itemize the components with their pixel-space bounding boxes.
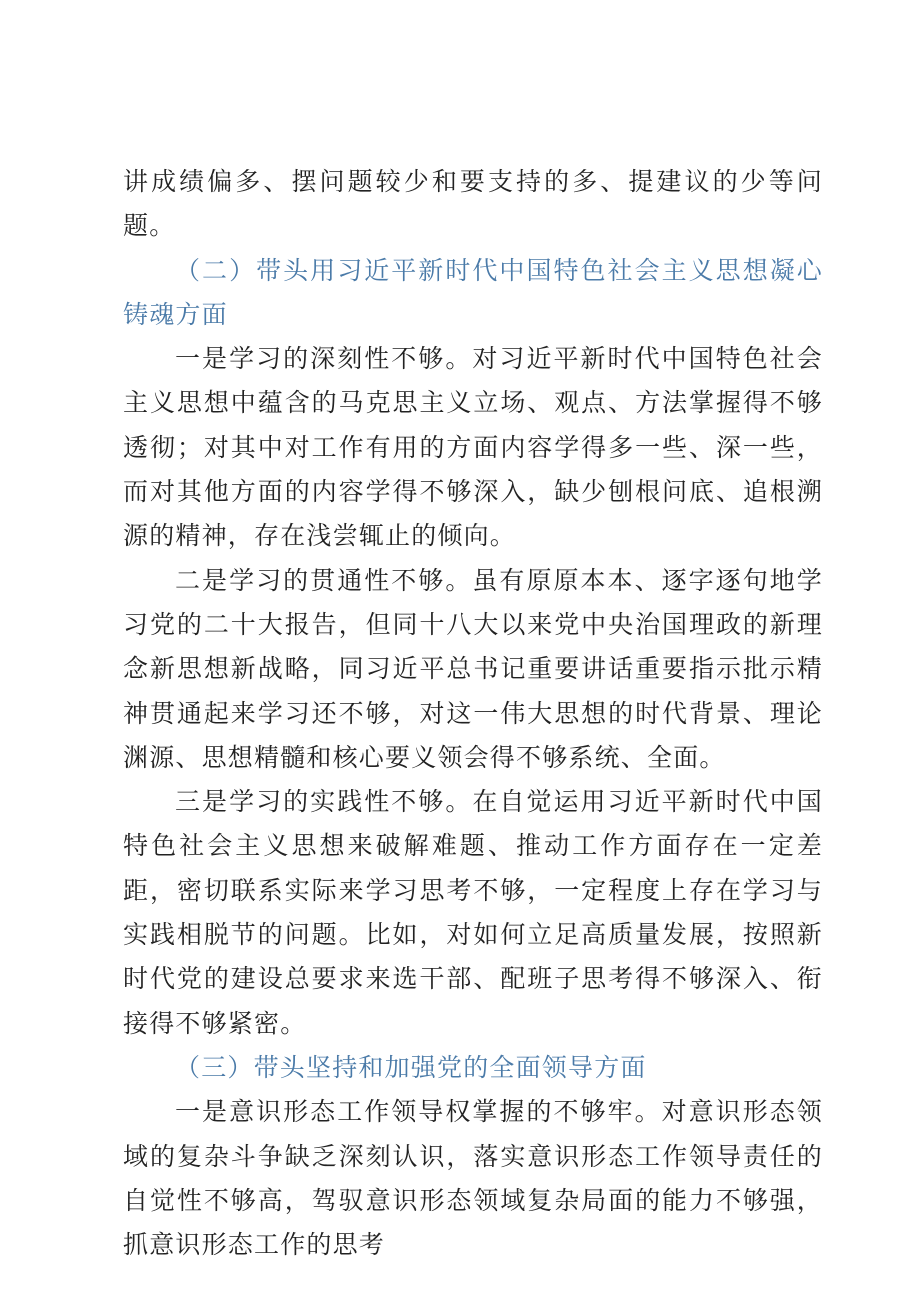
paragraph-continuation: 讲成绩偏多、摆问题较少和要支持的多、提建议的少等问题。: [123, 167, 823, 241]
document-body: [123, 160, 823, 1267]
paragraph-study-depth: 一是学习的深刻性不够。对习近平新时代中国特色社会主义思想中蕴含的马克思主义立场、观点、方法掌握得不够透彻；对其中对工作有用的方面内容学得多一些、深一些，而对其他方面的内容学得不够深入，缺少刨根问底、追根溯源的精神，存在浅尝辄止的倾向。: [123, 344, 823, 551]
section-heading-3: （三）带头坚持和加强党的全面领导方面: [175, 1052, 647, 1082]
paragraph-study-coherence: 二是学习的贯通性不够。虽有原原本本、逐字逐句地学习党的二十大报告，但同十八大以来党中央治国理政的新理念新思想新战略，同习近平总书记重要讲话重要指示批示精神贯通起来学习还不够，对这一伟大思想的时代背景、理论渊源、思想精髓和核心要义领会得不够系统、全面。: [123, 565, 823, 772]
section-heading-2: （二）带头用习近平新时代中国特色社会主义思想凝心铸魂方面: [123, 255, 823, 329]
paragraph-ideology-leadership: 一是意识形态工作领导权掌握的不够牢。对意识形态领域的复杂斗争缺乏深刻认识，落实意识形态工作领导责任的自觉性不够高，驾驭意识形态领域复杂局面的能力不够强，抓意识形态工作的思考: [123, 1097, 823, 1260]
paragraph-study-practice: 三是学习的实践性不够。在自觉运用习近平新时代中国特色社会主义思想来破解难题、推动工作方面存在一定差距，密切联系实际来学习思考不够，一定程度上存在学习与实践相脱节的问题。比如，对如何立足高质量发展，按照新时代党的建设总要求来选干部、配班子思考得不够深入、衔接得不够紧密。: [123, 787, 823, 1038]
